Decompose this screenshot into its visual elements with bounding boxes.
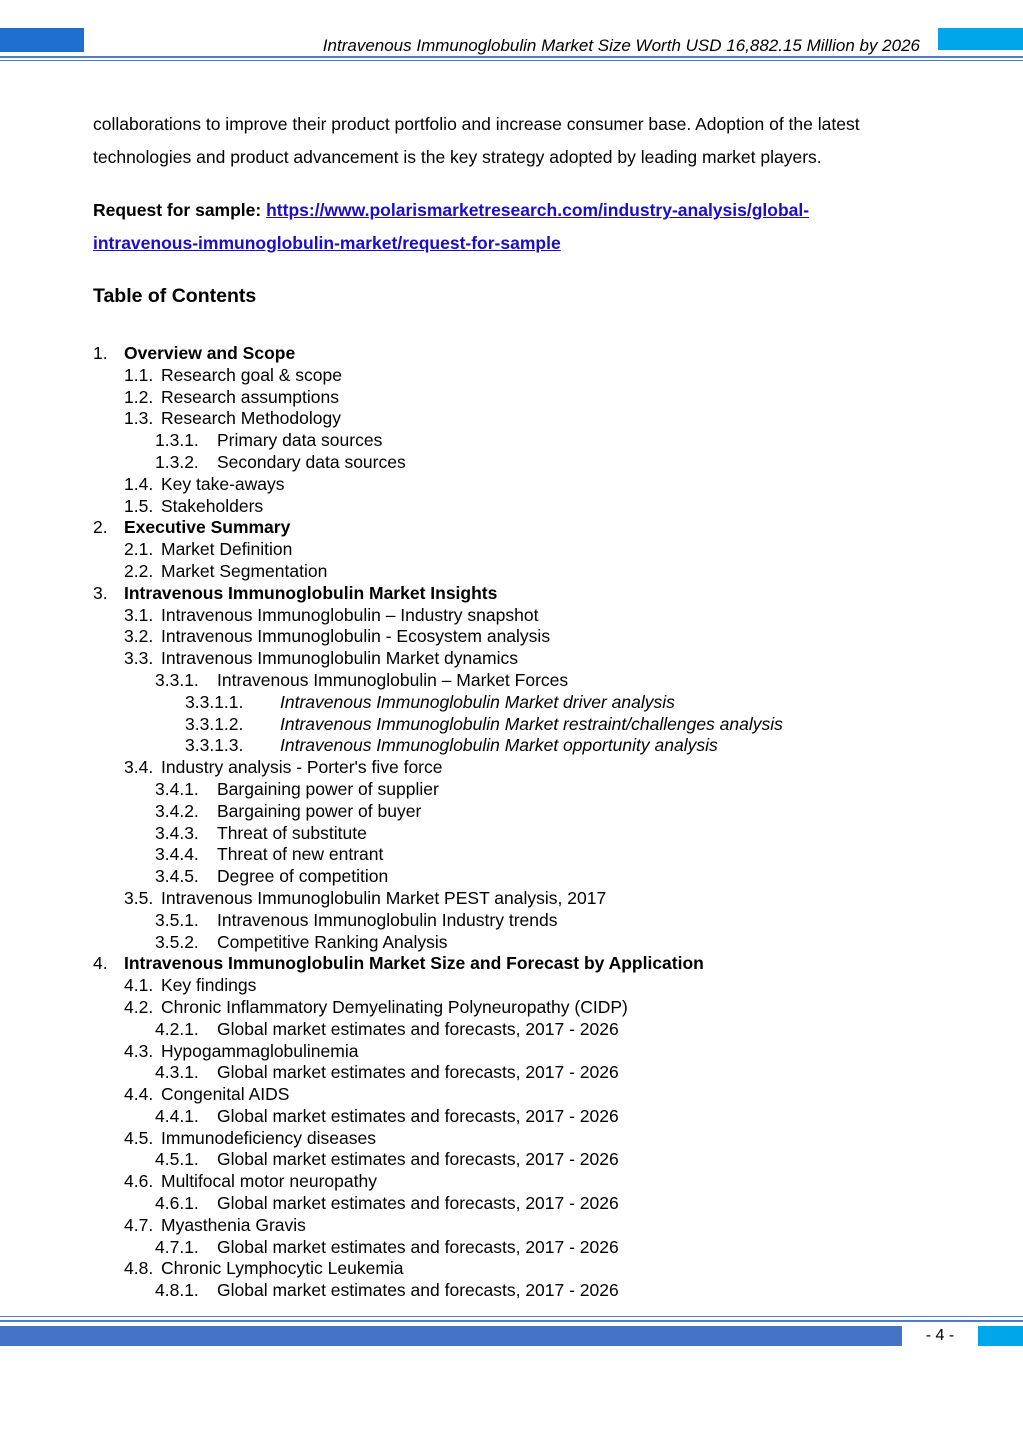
toc-item-number: 4.6. <box>124 1171 154 1192</box>
toc-item-text: Threat of substitute <box>217 822 367 843</box>
toc-item-text: Global market estimates and forecasts, 2017 - 2026 <box>217 1193 619 1214</box>
toc-item-number: 4.2. <box>124 996 154 1017</box>
toc-item <box>93 844 993 866</box>
toc-item <box>93 452 993 474</box>
toc-item-text: Threat of new entrant <box>217 844 384 865</box>
toc-item <box>93 496 993 518</box>
toc-item <box>93 1041 993 1063</box>
toc-item <box>93 910 993 932</box>
toc-item-number: 3.4.5. <box>155 866 199 887</box>
toc-item <box>93 517 993 539</box>
toc-item-number: 3.2. <box>124 626 154 647</box>
toc-item-text: Intravenous Immunoglobulin Market Insights <box>124 582 498 603</box>
toc-item-number: 4.3.1. <box>155 1062 199 1083</box>
toc-item-number: 4.8.1. <box>155 1280 199 1301</box>
toc-item <box>93 1193 993 1215</box>
toc-item <box>93 648 993 670</box>
toc-item-number: 4.4. <box>124 1084 154 1105</box>
toc-title: Table of Contents <box>93 285 257 307</box>
intro-line-2: technologies and product advancement is the key strategy adopted by leading market players. <box>93 147 822 167</box>
toc-item-number: 4.5.1. <box>155 1149 199 1170</box>
toc-item-number: 3.3.1.2. <box>185 713 244 734</box>
toc-item-number: 3.3.1.1. <box>185 691 244 712</box>
toc-item <box>93 714 993 736</box>
toc-item <box>93 1171 993 1193</box>
toc-item <box>93 343 993 365</box>
toc-item-text: Research Methodology <box>161 408 341 429</box>
toc-item-text: Chronic Lymphocytic Leukemia <box>161 1258 404 1279</box>
footer-rule <box>0 1320 1023 1322</box>
toc-item-text: Bargaining power of buyer <box>217 800 422 821</box>
footer-right-block <box>978 1326 1023 1346</box>
toc-item-number: 4.2.1. <box>155 1018 199 1039</box>
header-rule-thin <box>0 60 1023 61</box>
toc-item-text: Stakeholders <box>161 495 264 516</box>
toc-item-text: Myasthenia Gravis <box>161 1214 306 1235</box>
toc-item <box>93 888 993 910</box>
toc-item <box>93 1237 993 1259</box>
toc-item-text: Intravenous Immunoglobulin Market Size and Forecast by Application <box>124 953 704 974</box>
toc-item <box>93 1106 993 1128</box>
toc-item <box>93 1149 993 1171</box>
toc-item-text: Degree of competition <box>217 866 389 887</box>
toc-item-text: Secondary data sources <box>217 451 406 472</box>
request-sample-label: Request for sample: <box>93 200 267 220</box>
toc-item-text: Key take-aways <box>161 473 285 494</box>
toc-item-number: 1.2. <box>124 386 154 407</box>
intro-line-1: collaborations to improve their product portfolio and increase consumer base. Adoption of the latest <box>93 114 860 134</box>
toc-item-number: 3.1. <box>124 604 154 625</box>
toc-item <box>93 779 993 801</box>
intro-paragraph <box>93 108 973 174</box>
request-sample-link-part-1[interactable]: https://www.polarismarketresearch.com/industry-analysis/global- <box>266 200 810 220</box>
toc-item <box>93 1215 993 1237</box>
toc-item <box>93 1019 993 1041</box>
toc-item-text: Intravenous Immunoglobulin - Ecosystem analysis <box>161 626 551 647</box>
toc-item-text: Executive Summary <box>124 517 291 538</box>
toc-item-text: Intravenous Immunoglobulin Market restraint/challenges analysis <box>280 713 783 734</box>
toc-item-number: 3.3. <box>124 648 154 669</box>
toc-item-text: Global market estimates and forecasts, 2017 - 2026 <box>217 1018 619 1039</box>
toc-item <box>93 975 993 997</box>
toc-item <box>93 1258 993 1280</box>
toc-item-text: Market Definition <box>161 539 293 560</box>
toc-item-number: 4.7. <box>124 1214 154 1235</box>
toc-item <box>93 997 993 1019</box>
toc-item-text: Bargaining power of supplier <box>217 778 439 799</box>
toc-item-number: 4.3. <box>124 1040 154 1061</box>
toc-item-text: Global market estimates and forecasts, 2017 - 2026 <box>217 1236 619 1257</box>
toc-item-text: Intravenous Immunoglobulin Industry trends <box>217 909 558 930</box>
toc-item-text: Global market estimates and forecasts, 2017 - 2026 <box>217 1149 619 1170</box>
toc-item <box>93 1062 993 1084</box>
toc-item <box>93 823 993 845</box>
toc-item-text: Intravenous Immunoglobulin – Industry snapshot <box>161 604 539 625</box>
toc-item <box>93 757 993 779</box>
toc-item-number: 4. <box>93 953 108 974</box>
toc-item-number: 3.4. <box>124 757 154 778</box>
toc-item <box>93 1280 993 1302</box>
toc-item-number: 1.3.1. <box>155 430 199 451</box>
toc-item-text: Intravenous Immunoglobulin – Market Forces <box>217 669 569 690</box>
toc-item-text: Intravenous Immunoglobulin Market opportunity analysis <box>280 735 718 756</box>
toc-item <box>93 1128 993 1150</box>
request-sample-link-part-2[interactable]: intravenous-immunoglobulin-market/request-for-sample <box>93 233 561 253</box>
toc-item-number: 3.4.1. <box>155 778 199 799</box>
toc-item-number: 3.3.1.3. <box>185 735 244 756</box>
footer-bar <box>0 1326 902 1346</box>
toc-item-number: 3.4.4. <box>155 844 199 865</box>
toc-item <box>93 670 993 692</box>
toc-item <box>93 801 993 823</box>
table-of-contents <box>93 343 993 1302</box>
toc-item-number: 3.4.3. <box>155 822 199 843</box>
toc-item-text: Hypogammaglobulinemia <box>161 1040 359 1061</box>
toc-item <box>93 408 993 430</box>
toc-item-number: 1. <box>93 343 108 363</box>
toc-item-text: Key findings <box>161 975 257 996</box>
toc-item-number: 3. <box>93 582 108 603</box>
toc-item-number: 3.5. <box>124 887 154 908</box>
toc-item <box>93 365 993 387</box>
toc-item-text: Intravenous Immunoglobulin Market dynamics <box>161 648 518 669</box>
toc-item <box>93 692 993 714</box>
header-title: Intravenous Immunoglobulin Market Size Worth USD 16,882.15 Million by 2026 <box>322 36 920 55</box>
toc-item-number: 4.7.1. <box>155 1236 199 1257</box>
toc-item-text: Global market estimates and forecasts, 2017 - 2026 <box>217 1105 619 1126</box>
toc-item-text: Global market estimates and forecasts, 2017 - 2026 <box>217 1280 619 1301</box>
request-sample <box>93 194 973 260</box>
toc-item-number: 3.5.1. <box>155 909 199 930</box>
toc-item <box>93 474 993 496</box>
toc-item-text: Intravenous Immunoglobulin Market driver analysis <box>280 691 675 712</box>
page-number: - 4 - <box>925 1327 955 1344</box>
toc-item-number: 4.4.1. <box>155 1105 199 1126</box>
toc-item-text: Research assumptions <box>161 386 339 407</box>
toc-item <box>93 430 993 452</box>
toc-item-text: Congenital AIDS <box>161 1084 290 1105</box>
toc-item <box>93 605 993 627</box>
toc-item-number: 1.3.2. <box>155 451 199 472</box>
toc-item-number: 1.4. <box>124 473 154 494</box>
header-left-block <box>0 28 84 52</box>
footer-rule-thin <box>0 1316 1023 1317</box>
toc-item-number: 2.1. <box>124 539 154 560</box>
toc-item <box>93 626 993 648</box>
header-rule <box>0 56 1023 58</box>
toc-item-number: 4.1. <box>124 975 154 996</box>
toc-item-text: Research goal & scope <box>161 364 342 385</box>
toc-item-text: Competitive Ranking Analysis <box>217 931 448 952</box>
toc-item <box>93 932 993 954</box>
toc-item <box>93 561 993 583</box>
toc-item-text: Industry analysis - Porter's five force <box>161 757 443 778</box>
toc-item <box>93 539 993 561</box>
toc-item-text: Market Segmentation <box>161 560 328 581</box>
toc-item-number: 4.8. <box>124 1258 154 1279</box>
toc-item-number: 1.3. <box>124 408 154 429</box>
toc-item-text: Primary data sources <box>217 430 383 451</box>
toc-item <box>93 583 993 605</box>
toc-item-text: Chronic Inflammatory Demyelinating Polyneuropathy (CIDP) <box>161 996 628 1017</box>
toc-item-text: Multifocal motor neuropathy <box>161 1171 377 1192</box>
toc-item-number: 1.1. <box>124 364 154 385</box>
toc-item-text: Overview and Scope <box>124 343 296 363</box>
toc-item <box>93 387 993 409</box>
toc-item-number: 4.6.1. <box>155 1193 199 1214</box>
toc-item-number: 2.2. <box>124 560 154 581</box>
toc-item <box>93 866 993 888</box>
toc-item-number: 3.3.1. <box>155 669 199 690</box>
toc-item <box>93 735 993 757</box>
toc-item-number: 2. <box>93 517 108 538</box>
toc-item-number: 3.5.2. <box>155 931 199 952</box>
toc-item-number: 4.5. <box>124 1127 154 1148</box>
header-right-block <box>938 28 1023 50</box>
toc-item-text: Intravenous Immunoglobulin Market PEST analysis, 2017 <box>161 887 607 908</box>
toc-item-number: 3.4.2. <box>155 800 199 821</box>
toc-item-number: 1.5. <box>124 495 154 516</box>
toc-item <box>93 953 993 975</box>
toc-item <box>93 1084 993 1106</box>
toc-item-text: Immunodeficiency diseases <box>161 1127 376 1148</box>
toc-item-text: Global market estimates and forecasts, 2017 - 2026 <box>217 1062 619 1083</box>
